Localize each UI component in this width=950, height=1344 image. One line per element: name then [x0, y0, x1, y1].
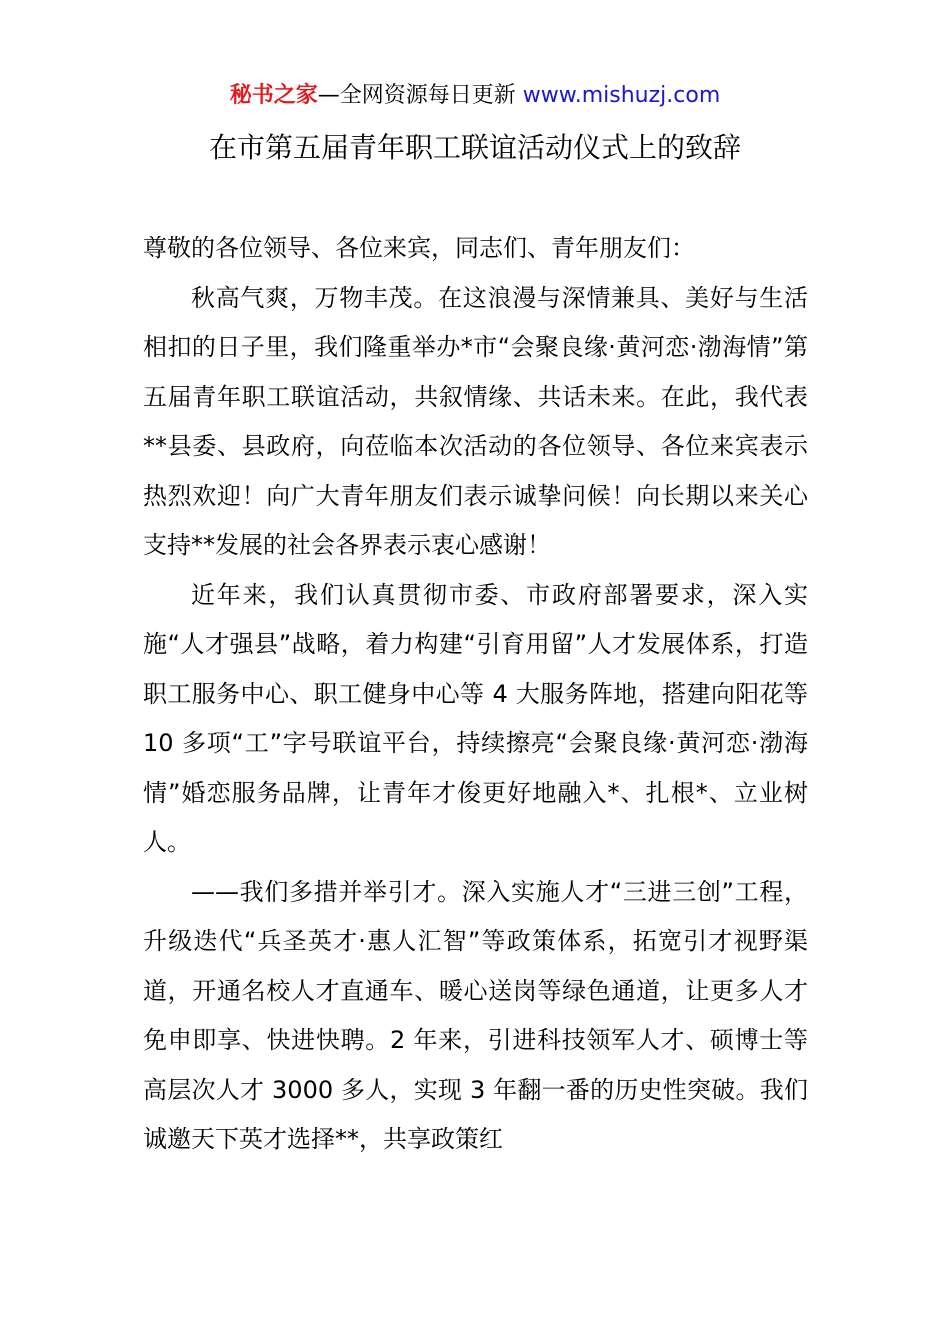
body-paragraph: ——我们多措并举引才。深入实施人才“三进三创”工程，升级迭代“兵圣英才·惠人汇智”等政策体系，拓宽引才视野渠道，开通名校人才直通车、暖心送岗等绿色通道，让更多人才免申即享、快进快聘。2 年来，引进科技领军人才、硕博士等高层次人才 3000 多人，实现 3 年翻一番的历史性突破。我们诚邀天下英才选择**，共享政策红	[143, 877, 808, 1153]
brand-name: 秘书之家	[229, 83, 318, 108]
body-paragraph: 秋高气爽，万物丰茂。在这浪漫与深情兼具、美好与生活相扣的日子里，我们隆重举办*市“会聚良缘·黄河恋·渤海情”第五届青年职工联谊活动，共叙情缘、共话未来。在此，我代表**县委、县政府，向莅临本次活动的各位领导、各位来宾表示热烈欢迎！向广大青年朋友们表示诚挚问候！向长期以来关心支持**发展的社会各界表示衷心感谢！	[143, 283, 808, 559]
salutation: 尊敬的各位领导、各位来宾，同志们、青年朋友们：	[143, 234, 695, 262]
document-title: 在市第五届青年职工联谊活动仪式上的致辞	[208, 131, 741, 164]
document-body	[143, 224, 808, 1165]
site-url-link[interactable]: www.mishuzj.com	[522, 83, 721, 108]
site-header	[0, 80, 950, 112]
body-paragraph: 近年来，我们认真贯彻市委、市政府部署要求，深入实施“人才强县”战略，着力构建“引育用留”人才发展体系，打造职工服务中心、职工健身中心等 4 大服务阵地，搭建向阳花等 10 多项“工”字号联谊平台，持续擦亮“会聚良缘·黄河恋·渤海情”婚恋服务品牌，让青年才俊更好地融入*、扎根*、立业树人。	[143, 580, 808, 856]
header-tagline: —全网资源每日更新	[317, 83, 523, 108]
